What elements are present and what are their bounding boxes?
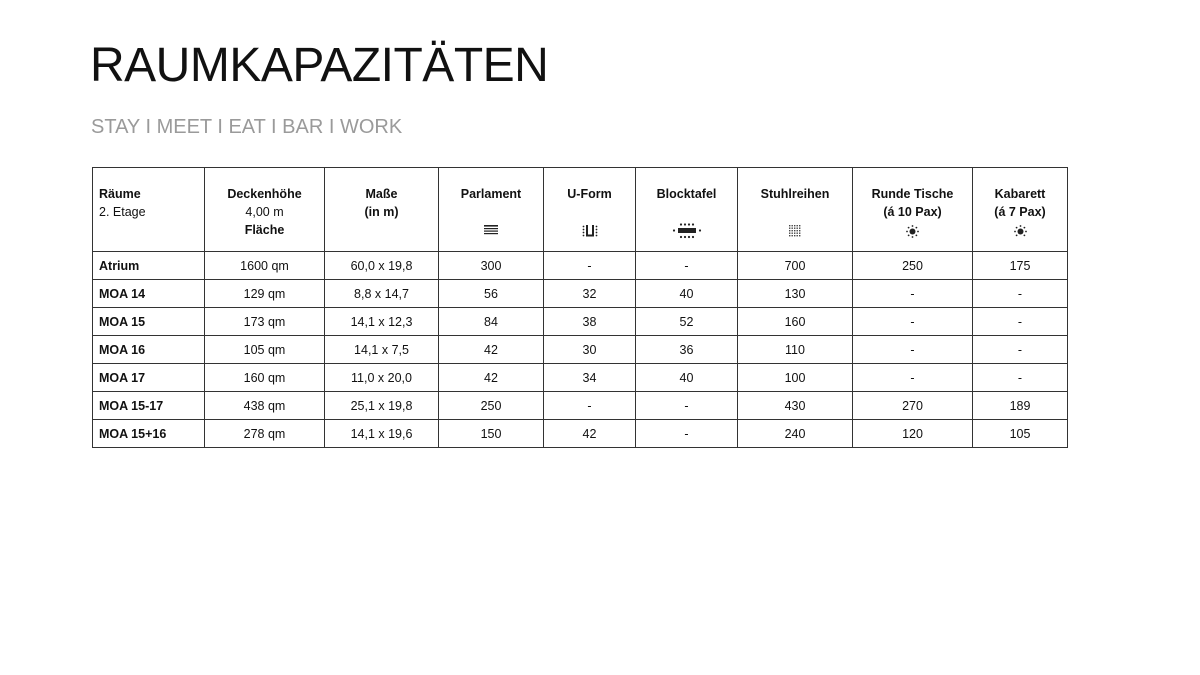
cell-parlament: 42 <box>439 364 544 392</box>
header-masse-label: Maße <box>365 187 398 201</box>
header-etage-label: 2. Etage <box>99 205 146 219</box>
cell-room: MOA 15 <box>93 308 205 336</box>
cell-stuhlreihen: 700 <box>738 252 853 280</box>
cell-masse: 8,8 x 14,7 <box>325 280 439 308</box>
header-flaeche-label: Fläche <box>244 223 285 237</box>
cell-uform: 34 <box>544 364 636 392</box>
cell-runde: - <box>853 336 973 364</box>
cell-uform: - <box>544 252 636 280</box>
cell-parlament: 150 <box>439 420 544 448</box>
cell-masse: 60,0 x 19,8 <box>325 252 439 280</box>
header-kabarett-pax: (á 7 Pax) <box>994 205 1046 219</box>
cell-masse: 11,0 x 20,0 <box>325 364 439 392</box>
cell-room: Atrium <box>93 252 205 280</box>
cell-room: MOA 15+16 <box>93 420 205 448</box>
cell-flaeche: 160 qm <box>205 364 325 392</box>
cell-uform: - <box>544 392 636 420</box>
header-runde-label: Runde Tische <box>871 187 954 201</box>
cell-room: MOA 14 <box>93 280 205 308</box>
cell-kabarett: - <box>973 280 1068 308</box>
header-kabarett-label: Kabarett <box>994 187 1046 201</box>
cell-runde: - <box>853 364 973 392</box>
header-stuhlreihen <box>738 168 853 252</box>
chair-rows-icon <box>789 225 801 237</box>
header-raeume-label: Räume <box>99 187 141 201</box>
cell-parlament: 250 <box>439 392 544 420</box>
cell-blocktafel: - <box>636 420 738 448</box>
cell-room: MOA 15-17 <box>93 392 205 420</box>
cell-flaeche: 105 qm <box>205 336 325 364</box>
cell-blocktafel: - <box>636 252 738 280</box>
table-row <box>93 308 1068 336</box>
table-row <box>93 280 1068 308</box>
round-table-icon <box>906 225 919 238</box>
cell-kabarett: 105 <box>973 420 1068 448</box>
cell-kabarett: - <box>973 364 1068 392</box>
cell-uform: 30 <box>544 336 636 364</box>
cell-stuhlreihen: 110 <box>738 336 853 364</box>
header-blocktafel-label: Blocktafel <box>656 187 717 201</box>
table-header-row <box>93 168 1068 252</box>
cell-kabarett: - <box>973 308 1068 336</box>
cell-kabarett: 175 <box>973 252 1068 280</box>
header-blocktafel <box>636 168 738 252</box>
cell-runde: 120 <box>853 420 973 448</box>
cabaret-table-icon <box>1014 225 1027 238</box>
cell-uform: 42 <box>544 420 636 448</box>
cell-kabarett: 189 <box>973 392 1068 420</box>
cell-stuhlreihen: 100 <box>738 364 853 392</box>
header-stuhlreihen-label: Stuhlreihen <box>760 187 830 201</box>
cell-masse: 14,1 x 19,6 <box>325 420 439 448</box>
cell-stuhlreihen: 240 <box>738 420 853 448</box>
capacity-table <box>92 167 1068 448</box>
cell-stuhlreihen: 160 <box>738 308 853 336</box>
block-table-seating-icon <box>672 223 702 239</box>
header-deckenhoehe <box>205 168 325 252</box>
cell-stuhlreihen: 430 <box>738 392 853 420</box>
header-parlament-label: Parlament <box>460 187 522 201</box>
cell-blocktafel: 40 <box>636 280 738 308</box>
header-uform <box>544 168 636 252</box>
header-runde-tische <box>853 168 973 252</box>
header-deckenhoehe-label: Deckenhöhe <box>227 187 302 201</box>
cell-blocktafel: 36 <box>636 336 738 364</box>
header-parlament <box>439 168 544 252</box>
header-uform-label: U-Form <box>567 187 612 201</box>
cell-room: MOA 16 <box>93 336 205 364</box>
header-masse <box>325 168 439 252</box>
header-deckenhoehe-value: 4,00 m <box>245 205 284 219</box>
header-masse-unit: (in m) <box>364 205 399 219</box>
cell-room: MOA 17 <box>93 364 205 392</box>
page-subtitle: STAY I MEET I EAT I BAR I WORK <box>91 116 403 138</box>
cell-parlament: 56 <box>439 280 544 308</box>
cell-parlament: 84 <box>439 308 544 336</box>
cell-blocktafel: 40 <box>636 364 738 392</box>
u-form-seating-icon <box>582 225 598 238</box>
table-row <box>93 252 1068 280</box>
cell-runde: 250 <box>853 252 973 280</box>
cell-blocktafel: 52 <box>636 308 738 336</box>
cell-parlament: 42 <box>439 336 544 364</box>
table-row <box>93 392 1068 420</box>
cell-masse: 14,1 x 7,5 <box>325 336 439 364</box>
cell-parlament: 300 <box>439 252 544 280</box>
page-title: RAUMKAPAZITÄTEN <box>90 39 549 92</box>
cell-flaeche: 1600 qm <box>205 252 325 280</box>
cell-kabarett: - <box>973 336 1068 364</box>
cell-flaeche: 278 qm <box>205 420 325 448</box>
cell-blocktafel: - <box>636 392 738 420</box>
header-runde-pax: (á 10 Pax) <box>883 205 942 219</box>
table-row <box>93 420 1068 448</box>
cell-uform: 32 <box>544 280 636 308</box>
cell-flaeche: 173 qm <box>205 308 325 336</box>
header-kabarett <box>973 168 1068 252</box>
cell-stuhlreihen: 130 <box>738 280 853 308</box>
cell-uform: 38 <box>544 308 636 336</box>
cell-masse: 25,1 x 19,8 <box>325 392 439 420</box>
cell-runde: - <box>853 308 973 336</box>
parlament-seating-icon <box>484 225 498 235</box>
cell-runde: - <box>853 280 973 308</box>
cell-flaeche: 129 qm <box>205 280 325 308</box>
header-raeume <box>93 168 205 252</box>
table-row <box>93 364 1068 392</box>
cell-runde: 270 <box>853 392 973 420</box>
table-row <box>93 336 1068 364</box>
cell-masse: 14,1 x 12,3 <box>325 308 439 336</box>
cell-flaeche: 438 qm <box>205 392 325 420</box>
